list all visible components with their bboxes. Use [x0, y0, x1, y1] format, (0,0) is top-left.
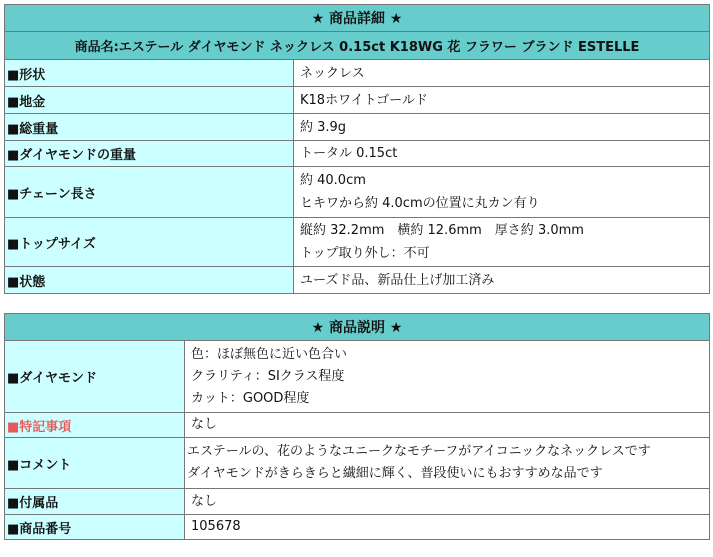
row-label-special-notes: ■特記事項 — [5, 413, 185, 438]
row-value-accessories: なし — [185, 489, 710, 515]
row-label-metal: ■地金 — [5, 87, 294, 114]
row-value-diamond: 色：ほぼ無色に近い色合い クラリティ：SIクラス程度 カット：GOOD程度 — [185, 341, 710, 413]
row-label-total-weight: ■総重量 — [5, 114, 294, 141]
row-label-accessories: ■付属品 — [5, 489, 185, 515]
row-label-shape: ■形状 — [5, 60, 294, 87]
row-value-total-weight: 約 3.9g — [294, 114, 710, 141]
row-label-chain-length: ■チェーン長さ — [5, 167, 294, 218]
details-header: ★ 商品詳細 ★ — [5, 5, 710, 32]
row-label-condition: ■状態 — [5, 267, 294, 294]
row-value-product-number: 105678 — [185, 515, 710, 540]
description-header: ★ 商品説明 ★ — [5, 314, 710, 341]
row-value-metal: K18ホワイトゴールド — [294, 87, 710, 114]
row-label-product-number: ■商品番号 — [5, 515, 185, 540]
row-label-comment: ■コメント — [5, 438, 185, 489]
row-value-comment: エステールの、花のようなユニークなモチーフがアイコニックなネックレスです ダイヤモンドがきらきらと繊細に輝く、普段使いにもおすすめな品です — [185, 438, 710, 489]
row-value-chain-length: 約 40.0cm ヒキワから約 4.0cmの位置に丸カン有り — [294, 167, 710, 218]
row-value-diamond-weight: トータル 0.15ct — [294, 141, 710, 167]
row-label-diamond-weight: ■ダイヤモンドの重量 — [5, 141, 294, 167]
product-name: 商品名:エステール ダイヤモンド ネックレス 0.15ct K18WG 花 フラワー ブランド ESTELLE — [5, 32, 710, 60]
row-label-top-size: ■トップサイズ — [5, 218, 294, 267]
row-value-top-size: 縦約 32.2mm 横約 12.6mm 厚さ約 3.0mm トップ取り外し：不可 — [294, 218, 710, 267]
row-label-diamond: ■ダイヤモンド — [5, 341, 185, 413]
row-value-shape: ネックレス — [294, 60, 710, 87]
product-details-table — [4, 4, 710, 294]
row-value-special-notes: なし — [185, 413, 710, 438]
product-description-table — [4, 313, 710, 540]
row-value-condition: ユーズド品、新品仕上げ加工済み — [294, 267, 710, 294]
